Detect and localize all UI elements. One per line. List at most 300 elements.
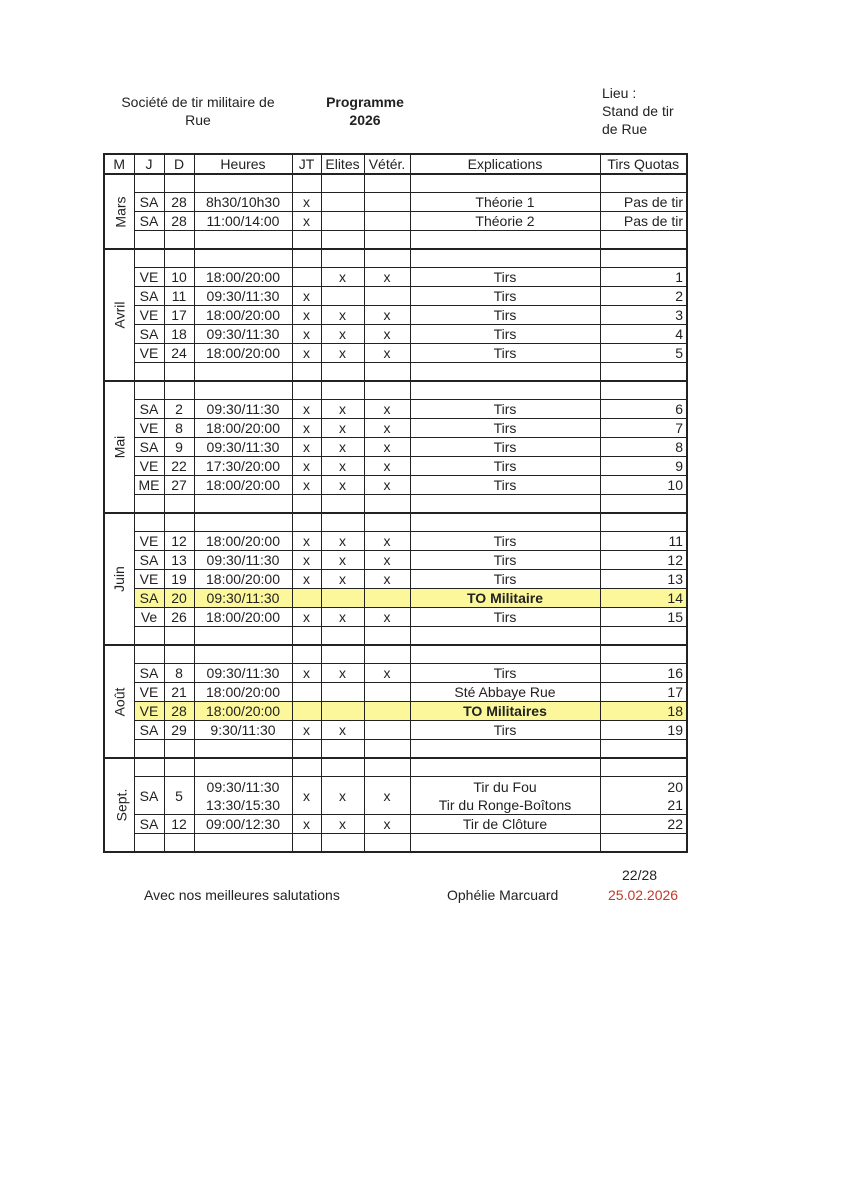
empty-cell [292, 381, 321, 400]
cell-explanation: Tirs [410, 721, 600, 740]
cell-date: 11 [164, 287, 194, 306]
table-row [104, 212, 687, 231]
cell-quota: 2 [600, 287, 687, 306]
cell-date: 12 [164, 532, 194, 551]
month-label-cell [104, 513, 134, 645]
cell-veterans-mark: x [364, 268, 410, 287]
cell-jt-mark [292, 268, 321, 287]
table-row [104, 344, 687, 363]
cell-day-name: ME [134, 476, 164, 495]
col-header-quotas: Tirs Quotas [600, 154, 687, 174]
empty-cell [292, 249, 321, 268]
cell-explanation [410, 777, 600, 815]
cell-elites-mark [321, 589, 364, 608]
cell-explanation: Tirs [410, 438, 600, 457]
cell-jt-mark: x [292, 438, 321, 457]
cell-veterans-mark: x [364, 419, 410, 438]
empty-cell [194, 495, 292, 514]
cell-elites-mark: x [321, 532, 364, 551]
empty-cell [292, 174, 321, 193]
cell-explanation: Tirs [410, 532, 600, 551]
cell-date: 22 [164, 457, 194, 476]
cell-day-name: SA [134, 551, 164, 570]
signer-name: Ophélie Marcuard [447, 887, 559, 903]
spacer-row [104, 249, 687, 268]
cell-jt-mark: x [292, 212, 321, 231]
empty-cell [134, 174, 164, 193]
cell-elites-mark: x [321, 570, 364, 589]
empty-cell [134, 834, 164, 853]
cell-quota: 5 [600, 344, 687, 363]
cell-veterans-mark: x [364, 777, 410, 815]
empty-cell [164, 627, 194, 646]
empty-cell [410, 627, 600, 646]
cell-jt-mark: x [292, 608, 321, 627]
cell-quota: 4 [600, 325, 687, 344]
empty-cell [410, 513, 600, 532]
empty-cell [321, 627, 364, 646]
cell-jt-mark: x [292, 570, 321, 589]
cell-quota: 6 [600, 400, 687, 419]
empty-cell [600, 174, 687, 193]
cell-day-name: SA [134, 438, 164, 457]
month-label: Sept. [113, 788, 130, 822]
cell-day-name: Ve [134, 608, 164, 627]
cell-hours: 09:30/11:30 [194, 438, 292, 457]
col-header-hours: Heures [194, 154, 292, 174]
empty-cell [321, 174, 364, 193]
empty-cell [164, 495, 194, 514]
cell-elites-mark: x [321, 438, 364, 457]
empty-cell [164, 645, 194, 664]
empty-cell [194, 627, 292, 646]
cell-jt-mark [292, 589, 321, 608]
quota-count: 22/28 [622, 867, 658, 883]
hours-line: 09:30/11:30 [206, 778, 280, 795]
table-row [104, 306, 687, 325]
empty-cell [292, 513, 321, 532]
empty-cell [164, 174, 194, 193]
cell-quota: 14 [600, 589, 687, 608]
cell-date: 19 [164, 570, 194, 589]
title-year: 2026 [349, 112, 381, 128]
cell-hours: 18:00/20:00 [194, 702, 292, 721]
cell-quota: 19 [600, 721, 687, 740]
cell-veterans-mark: x [364, 608, 410, 627]
cell-explanation: Tirs [410, 344, 600, 363]
cell-elites-mark [321, 193, 364, 212]
cell-quota: 10 [600, 476, 687, 495]
cell-quota: 8 [600, 438, 687, 457]
table-row [104, 721, 687, 740]
cell-explanation: Tirs [410, 608, 600, 627]
cell-veterans-mark: x [364, 532, 410, 551]
empty-cell [321, 231, 364, 250]
cell-elites-mark: x [321, 608, 364, 627]
empty-cell [134, 758, 164, 777]
cell-elites-mark: x [321, 664, 364, 683]
cell-date: 2 [164, 400, 194, 419]
cell-elites-mark: x [321, 476, 364, 495]
empty-cell [410, 231, 600, 250]
cell-day-name: SA [134, 325, 164, 344]
cell-quota: 9 [600, 457, 687, 476]
cell-hours: 18:00/20:00 [194, 683, 292, 702]
cell-veterans-mark [364, 721, 410, 740]
schedule-table [103, 153, 688, 853]
cell-veterans-mark: x [364, 344, 410, 363]
cell-date: 8 [164, 664, 194, 683]
empty-cell [194, 363, 292, 382]
cell-day-name: VE [134, 419, 164, 438]
cell-elites-mark [321, 702, 364, 721]
cell-veterans-mark: x [364, 400, 410, 419]
cell-explanation: Tir de Clôture [410, 815, 600, 834]
empty-cell [600, 513, 687, 532]
spacer-row [104, 174, 687, 193]
cell-day-name: VE [134, 683, 164, 702]
empty-cell [600, 834, 687, 853]
cell-quota: 7 [600, 419, 687, 438]
cell-jt-mark: x [292, 532, 321, 551]
org-line-1: Société de tir militaire de [121, 94, 275, 110]
cell-explanation: Théorie 1 [410, 193, 600, 212]
empty-cell [292, 740, 321, 759]
cell-explanation: TO Militaires [410, 702, 600, 721]
empty-cell [164, 249, 194, 268]
cell-day-name: SA [134, 287, 164, 306]
schedule-body [104, 174, 687, 852]
cell-veterans-mark: x [364, 476, 410, 495]
empty-cell [164, 834, 194, 853]
cell-day-name: VE [134, 268, 164, 287]
greeting: Avec nos meilleures salutations [144, 887, 340, 903]
org-line-2: Rue [185, 112, 211, 128]
empty-cell [410, 834, 600, 853]
empty-cell [364, 758, 410, 777]
cell-explanation: Théorie 2 [410, 212, 600, 231]
cell-quota: 17 [600, 683, 687, 702]
cell-quota: Pas de tir [600, 193, 687, 212]
cell-jt-mark: x [292, 419, 321, 438]
cell-veterans-mark: x [364, 438, 410, 457]
document-date: 25.02.2026 [608, 887, 679, 903]
empty-cell [600, 231, 687, 250]
cell-veterans-mark [364, 212, 410, 231]
quota-line: 21 [667, 796, 683, 813]
empty-cell [292, 627, 321, 646]
cell-veterans-mark: x [364, 457, 410, 476]
table-row [104, 532, 687, 551]
cell-explanation: Tirs [410, 268, 600, 287]
empty-cell [364, 740, 410, 759]
cell-elites-mark: x [321, 306, 364, 325]
empty-cell [364, 363, 410, 382]
cell-date: 8 [164, 419, 194, 438]
empty-cell [292, 231, 321, 250]
empty-cell [292, 645, 321, 664]
cell-quota: 13 [600, 570, 687, 589]
empty-cell [164, 231, 194, 250]
month-label-cell [104, 645, 134, 758]
month-label-cell [104, 249, 134, 381]
table-row [104, 551, 687, 570]
cell-date: 21 [164, 683, 194, 702]
table-row [104, 400, 687, 419]
empty-cell [321, 495, 364, 514]
cell-elites-mark [321, 683, 364, 702]
empty-cell [194, 513, 292, 532]
location-block [602, 84, 702, 138]
cell-jt-mark: x [292, 476, 321, 495]
cell-explanation: Tirs [410, 457, 600, 476]
cell-veterans-mark [364, 702, 410, 721]
cell-jt-mark [292, 683, 321, 702]
cell-jt-mark: x [292, 457, 321, 476]
cell-day-name: VE [134, 570, 164, 589]
cell-elites-mark: x [321, 457, 364, 476]
empty-cell [364, 645, 410, 664]
month-label-cell [104, 174, 134, 249]
cell-hours: 18:00/20:00 [194, 570, 292, 589]
table-row [104, 193, 687, 212]
cell-day-name: SA [134, 664, 164, 683]
cell-explanation: Tirs [410, 325, 600, 344]
table-row [104, 608, 687, 627]
cell-day-name: SA [134, 193, 164, 212]
cell-quota: Pas de tir [600, 212, 687, 231]
spacer-row [104, 381, 687, 400]
empty-cell [134, 627, 164, 646]
empty-cell [134, 249, 164, 268]
location-line-2: de Rue [602, 121, 648, 137]
cell-hours: 09:30/11:30 [194, 325, 292, 344]
empty-cell [194, 174, 292, 193]
cell-hours: 09:30/11:30 [194, 589, 292, 608]
title-text: Programme [326, 94, 404, 110]
table-row [104, 683, 687, 702]
cell-elites-mark: x [321, 419, 364, 438]
cell-quota: 11 [600, 532, 687, 551]
cell-explanation: Tirs [410, 664, 600, 683]
spacer-row [104, 627, 687, 646]
cell-quota: 22 [600, 815, 687, 834]
cell-jt-mark: x [292, 551, 321, 570]
month-label: Août [111, 687, 128, 716]
cell-explanation: Tirs [410, 570, 600, 589]
table-row [104, 287, 687, 306]
cell-explanation: Tirs [410, 287, 600, 306]
cell-date: 28 [164, 212, 194, 231]
empty-cell [600, 740, 687, 759]
empty-cell [364, 834, 410, 853]
cell-hours: 18:00/20:00 [194, 419, 292, 438]
spacer-row [104, 758, 687, 777]
cell-day-name: VE [134, 344, 164, 363]
explanation-line: Tir du Fou [473, 778, 537, 795]
empty-cell [164, 513, 194, 532]
empty-cell [321, 645, 364, 664]
location-line-1: Stand de tir [602, 103, 674, 119]
cell-elites-mark: x [321, 551, 364, 570]
empty-cell [134, 645, 164, 664]
empty-cell [364, 495, 410, 514]
cell-day-name: SA [134, 212, 164, 231]
empty-cell [134, 363, 164, 382]
empty-cell [410, 495, 600, 514]
empty-cell [410, 249, 600, 268]
cell-quota [600, 777, 687, 815]
cell-veterans-mark: x [364, 664, 410, 683]
empty-cell [364, 249, 410, 268]
document-title [310, 93, 420, 129]
empty-cell [410, 174, 600, 193]
cell-veterans-mark [364, 193, 410, 212]
cell-veterans-mark: x [364, 306, 410, 325]
empty-cell [321, 363, 364, 382]
cell-veterans-mark: x [364, 551, 410, 570]
empty-cell [292, 834, 321, 853]
empty-cell [364, 381, 410, 400]
spacer-row [104, 363, 687, 382]
cell-hours: 09:30/11:30 [194, 400, 292, 419]
empty-cell [600, 363, 687, 382]
cell-day-name: VE [134, 457, 164, 476]
cell-veterans-mark: x [364, 325, 410, 344]
cell-jt-mark: x [292, 777, 321, 815]
empty-cell [194, 834, 292, 853]
cell-jt-mark: x [292, 344, 321, 363]
cell-hours: 18:00/20:00 [194, 476, 292, 495]
table-row [104, 815, 687, 834]
cell-quota: 12 [600, 551, 687, 570]
spacer-row [104, 495, 687, 514]
table-row [104, 457, 687, 476]
empty-cell [164, 758, 194, 777]
cell-quota: 16 [600, 664, 687, 683]
cell-date: 10 [164, 268, 194, 287]
cell-date: 28 [164, 193, 194, 212]
cell-veterans-mark: x [364, 570, 410, 589]
empty-cell [364, 174, 410, 193]
cell-date: 26 [164, 608, 194, 627]
empty-cell [321, 381, 364, 400]
cell-hours: 18:00/20:00 [194, 532, 292, 551]
col-header-jt: JT [292, 154, 321, 174]
cell-day-name: VE [134, 306, 164, 325]
empty-cell [292, 495, 321, 514]
cell-jt-mark: x [292, 815, 321, 834]
empty-cell [410, 645, 600, 664]
empty-cell [194, 645, 292, 664]
cell-explanation: Tirs [410, 476, 600, 495]
empty-cell [600, 249, 687, 268]
empty-cell [194, 758, 292, 777]
table-row [104, 476, 687, 495]
cell-elites-mark: x [321, 400, 364, 419]
cell-elites-mark: x [321, 344, 364, 363]
cell-explanation: Tirs [410, 419, 600, 438]
location-label: Lieu : [602, 85, 637, 101]
cell-date: 20 [164, 589, 194, 608]
table-header-row [104, 154, 687, 174]
cell-date: 12 [164, 815, 194, 834]
empty-cell [321, 740, 364, 759]
cell-jt-mark: x [292, 721, 321, 740]
hours-line: 13:30/15:30 [206, 796, 280, 813]
cell-date: 5 [164, 777, 194, 815]
empty-cell [134, 495, 164, 514]
cell-explanation: TO Militaire [410, 589, 600, 608]
cell-date: 27 [164, 476, 194, 495]
cell-veterans-mark [364, 589, 410, 608]
empty-cell [321, 249, 364, 268]
cell-hours: 09:00/12:30 [194, 815, 292, 834]
cell-date: 13 [164, 551, 194, 570]
cell-day-name: SA [134, 721, 164, 740]
cell-hours: 09:30/11:30 [194, 287, 292, 306]
empty-cell [164, 740, 194, 759]
cell-hours: 11:00/14:00 [194, 212, 292, 231]
cell-elites-mark: x [321, 268, 364, 287]
cell-date: 28 [164, 702, 194, 721]
col-header-veterans: Vétér. [364, 154, 410, 174]
empty-cell [364, 513, 410, 532]
empty-cell [321, 513, 364, 532]
table-row [104, 777, 687, 815]
cell-jt-mark: x [292, 325, 321, 344]
cell-hours: 8h30/10h30 [194, 193, 292, 212]
empty-cell [410, 381, 600, 400]
month-label: Mai [111, 435, 128, 459]
empty-cell [410, 363, 600, 382]
cell-explanation: Sté Abbaye Rue [410, 683, 600, 702]
cell-veterans-mark: x [364, 815, 410, 834]
spacer-row [104, 740, 687, 759]
empty-cell [600, 381, 687, 400]
spacer-row [104, 231, 687, 250]
table-row [104, 268, 687, 287]
cell-day-name: SA [134, 815, 164, 834]
cell-hours: 18:00/20:00 [194, 344, 292, 363]
cell-jt-mark: x [292, 400, 321, 419]
cell-date: 29 [164, 721, 194, 740]
col-header-explanations: Explications [410, 154, 600, 174]
cell-hours: 18:00/20:00 [194, 608, 292, 627]
cell-quota: 18 [600, 702, 687, 721]
spacer-row [104, 645, 687, 664]
cell-quota: 1 [600, 268, 687, 287]
cell-elites-mark [321, 287, 364, 306]
cell-veterans-mark [364, 683, 410, 702]
cell-elites-mark: x [321, 815, 364, 834]
empty-cell [164, 363, 194, 382]
cell-date: 18 [164, 325, 194, 344]
cell-hours: 18:00/20:00 [194, 306, 292, 325]
table-row [104, 438, 687, 457]
col-header-date: D [164, 154, 194, 174]
cell-jt-mark: x [292, 193, 321, 212]
month-label: Mars [112, 195, 129, 228]
table-row [104, 702, 687, 721]
cell-explanation: Tirs [410, 400, 600, 419]
cell-elites-mark [321, 212, 364, 231]
empty-cell [292, 758, 321, 777]
empty-cell [600, 645, 687, 664]
cell-date: 9 [164, 438, 194, 457]
month-label: Juin [111, 566, 128, 592]
cell-hours [194, 777, 292, 815]
